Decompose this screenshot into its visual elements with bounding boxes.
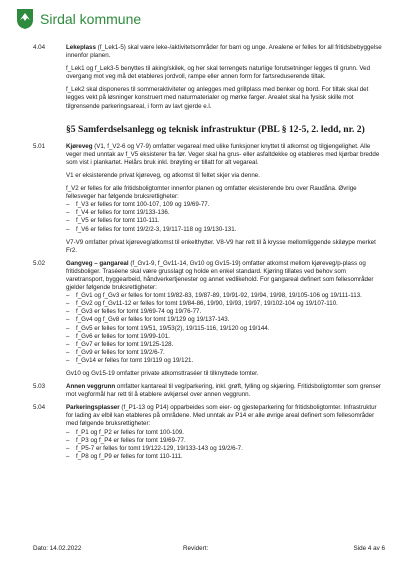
- item-paragraph: [66, 44, 385, 60]
- item-paragraph: f_Lek1 og f_Lek3-5 benyttes til aking/skilek, og her skal terrengets naturlige forutsetninger legges til grunn. Ved overgang mot veg må det etableres jordvoll, rampe eller annen form for fartsreduserende tiltak.: [66, 65, 371, 81]
- item-term: Parkeringsplasser: [66, 404, 120, 412]
- document-body: [33, 44, 385, 466]
- item-paragraph: f_Lek2 skal disponeres til sommeraktiviteter og anlegges med grillplass med benker og bord. For tiltak skal det legges vekt på løsninger konstruert med naturmaterialer og mørke farger. Arealet skal ha fysisk skille mot tilgrensende parkeringsareal, i form av lavt gjerde e.l.: [66, 86, 369, 110]
- item-paragraph: [66, 260, 385, 292]
- item-4-04: [33, 44, 385, 116]
- item-text: (f_Gv1-9, f_Gv11-14, Gv10 og Gv15-19) omfatter atkomst mellom kjøreveg/p-plass og fritidsboliger. Traséene skal være grusslagt og holde en enkel standard. Kjøring tillates ved behov som varetransport, byggearbeid, håndverkertjenester og annet vedlikehold. For gangareal definert som fellesområder gjelder følgende bruksrettigheter:: [66, 259, 374, 292]
- list-item: – f_P8 og f_P9 er felles for tomt 110-111.: [66, 452, 183, 460]
- item-term: Lekeplass: [66, 44, 96, 51]
- coat-of-arms-icon: [16, 8, 34, 30]
- rights-list: [66, 201, 385, 233]
- page-footer: [33, 545, 385, 552]
- item-number: 5.02: [33, 259, 46, 267]
- item-text: omfatter kantareal til veg/parkering, inkl. grøft, fylling og skjæring. Fritidsboligtomter som grenser mot vegformål har rett til å etablere avkjørsel over annen veggrunn.: [66, 383, 381, 399]
- item-paragraph: V1 er eksisterende privat kjøreveg, og atkomst til feltet skjer via denne.: [66, 171, 260, 179]
- list-item: – f_Gv1 og f_Gv3 er felles for tomt 19/82-83, 19/87-89, 19/91-92, 19/94, 19/98, 19/105-106 og 19/111-113.: [66, 292, 362, 300]
- item-paragraph: [66, 404, 385, 428]
- list-item: – f_P3 og f_P4 er felles for tomt 19/69-77.: [66, 436, 186, 444]
- list-item: – f_P5-7 er felles for tomt 19/122-129, 19/133-143 og 19/2/6-7.: [66, 444, 243, 452]
- rights-list: [66, 292, 385, 365]
- rights-list: [66, 429, 385, 461]
- item-5-03: [33, 383, 385, 404]
- item-paragraph: [66, 383, 385, 399]
- item-text: (f_P1-13 og P14) opparbeides som eier- og gjesteparkering for fritidsboligtomter. Infrastruktur for lading av elbil kan etableres på områdene. Med unntak av P14 er alle øvrige areal definert som fellesområder med følgende bruksrettigheter:: [66, 404, 377, 428]
- item-term: Gangveg – gangareal: [66, 259, 129, 267]
- item-number: 5.04: [33, 404, 46, 412]
- list-item: – f_V4 er felles for tomt 19/133-136.: [66, 209, 170, 217]
- item-number: 5.01: [33, 142, 46, 150]
- item-text: (V1, f_V2-6 og V7-9) omfatter vegareal med ulike funksjoner knyttet til atkomst og tilgjengelighet. Alle veger med unntak av f_V5 eksisterer fra før. Veger skal ha grus- eller asfaltdekke og etableres med kjørbar bredde som vist i plankartet. Helårs bruk inkl. brøyting er tillatt for alt vegareal.: [66, 142, 380, 166]
- list-item: – f_P1 og f_P2 er felles for tomt 100-109.: [66, 428, 185, 436]
- item-paragraph: V7-V9 omfatter privat kjøreveg/atkomst til enkelthytter. V8-V9 har rett til å krysse mellomliggende skiløype merket Fr2.: [66, 238, 376, 254]
- section-heading: §5 Samferdselsanlegg og teknisk infrastruktur (PBL § 12-5, 2. ledd, nr. 2): [66, 123, 365, 135]
- item-paragraph: Gv10 og Gv15-19 omfatter private atkomsttraséer til tilknyttede tomter.: [66, 370, 259, 377]
- list-item: – f_Gv5 er felles for tomt 19/51, 19/53(2), 19/115-116, 19/120 og 19/144.: [66, 324, 270, 332]
- municipality-name: Sirdal kommune: [40, 11, 142, 27]
- item-paragraph: [66, 143, 385, 167]
- item-5-01: [33, 143, 385, 260]
- list-item: – f_V3 er felles for tomt 100-107, 109 og 19/69-77.: [66, 201, 210, 209]
- list-item: – f_Gv7 er felles for tomt 19/125-128.: [66, 340, 174, 348]
- list-item: – f_Gv14 er felles for tomt 19/119 og 19/121.: [66, 356, 194, 364]
- item-paragraph: f_V2 er felles for alle fritidsboligtomter innenfor planen og omfatter eksisterende bru over Raudåna. Øvrige fellesveger har følgende bruksrettigheter:: [66, 185, 357, 201]
- list-item: – f_Gv4 og f_Gv8 er felles for tomt 19/129 og 19/137-143.: [66, 316, 230, 324]
- list-item: – f_Gv2 og f_Gv11-12 er felles for tomt 19/84-86, 19/90, 19/93, 19/97, 19/102-104 og 19/107-110.: [66, 300, 338, 308]
- item-5-04: [33, 404, 385, 466]
- list-item: – f_Gv6 er felles for tomt 19/99-101.: [66, 332, 170, 340]
- item-number: 4.04: [33, 44, 46, 51]
- list-item: – f_Gv3 er felles for tomt 19/69-74 og 19/76-77.: [66, 308, 202, 316]
- item-text: (f_Lek1-5) skal være leke-/aktivitetsområder for barn og unge. Arealene er felles for all fritidsbebyggelse innenfor planen.: [66, 44, 382, 60]
- list-item: – f_V6 er felles for tomt 19/2/2-3, 19/117-118 og 19/130-131.: [66, 225, 237, 233]
- item-number: 5.03: [33, 383, 46, 391]
- item-5-02: [33, 260, 385, 383]
- list-item: – f_Gv9 er felles for tomt 19/2/6-7.: [66, 348, 165, 356]
- page-header: [16, 7, 141, 31]
- footer-page-number: Side 4 av 6: [353, 545, 385, 552]
- footer-revised: Revidert:: [183, 545, 209, 552]
- footer-date: Dato: 14.02.2022: [33, 545, 82, 552]
- item-term: Kjøreveg: [66, 142, 93, 150]
- list-item: – f_V5 er felles for tomt 110-111.: [66, 217, 160, 225]
- item-term: Annen veggrunn: [66, 383, 116, 391]
